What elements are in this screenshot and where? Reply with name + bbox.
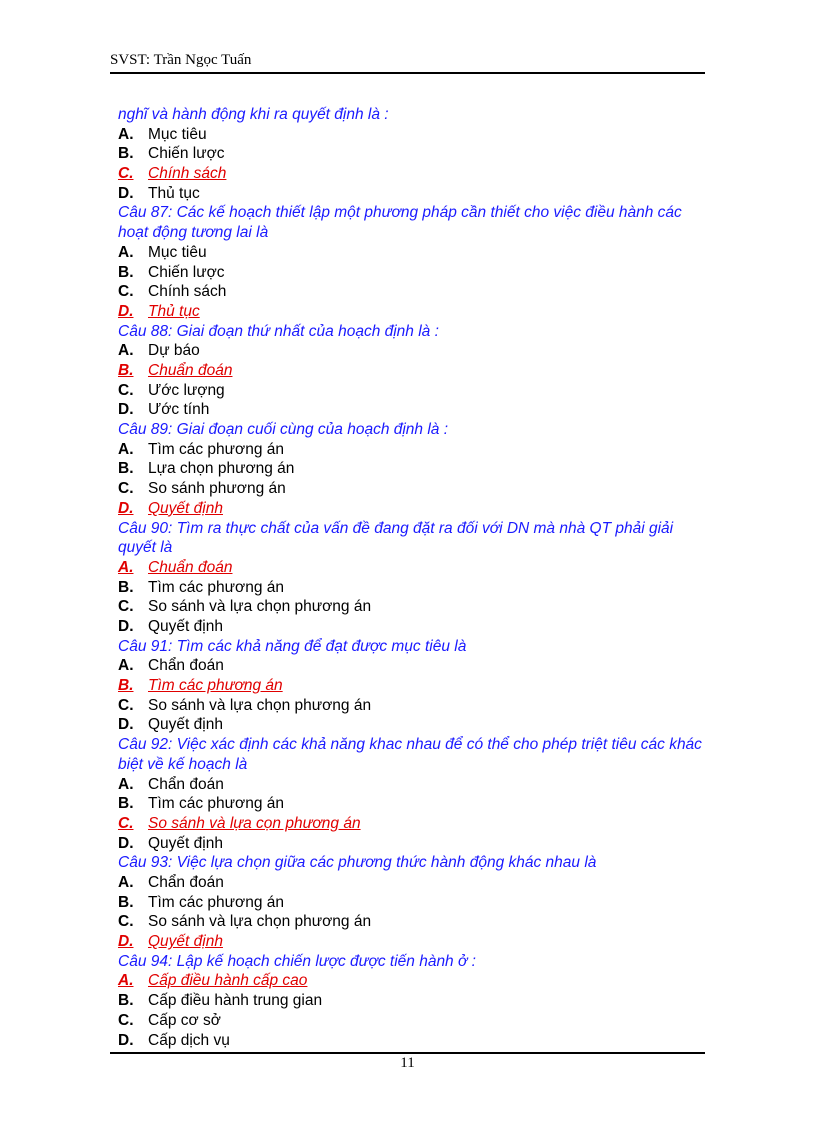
option-letter: C. <box>118 598 134 616</box>
question-text: Câu 93: Việc lựa chọn giữa các phương thức hành động khác nhau là <box>118 854 597 872</box>
option-letter: A. <box>118 440 134 458</box>
answer-option <box>118 479 708 499</box>
option-text: Cấp dịch vụ <box>148 1031 230 1049</box>
option-text: Chuẩn đoán <box>148 558 233 576</box>
correct-answer-option <box>118 558 708 578</box>
correct-answer-option <box>118 499 708 519</box>
answer-option <box>118 243 708 263</box>
option-letter: C. <box>118 1011 134 1029</box>
option-text: Chẩn đoán <box>148 775 224 793</box>
answer-option <box>118 263 708 283</box>
page-header: SVST: Trần Ngọc Tuấn <box>110 52 252 68</box>
correct-answer-option <box>118 971 708 991</box>
option-letter: D. <box>118 617 134 635</box>
answer-option <box>118 617 708 637</box>
answer-option <box>118 341 708 361</box>
correct-answer-option <box>118 164 708 184</box>
answer-option <box>118 656 708 676</box>
option-letter: D. <box>118 499 134 517</box>
option-text: Quyết định <box>148 499 223 517</box>
option-letter: B. <box>118 145 134 163</box>
option-text: Chính sách <box>148 165 227 183</box>
question-text: Câu 94: Lập kế hoạch chiến lược được tiến hành ở : <box>118 952 476 970</box>
option-text: Chiến lược <box>148 145 225 163</box>
question-text: nghĩ và hành động khi ra quyết định là : <box>118 106 389 123</box>
option-letter: A. <box>118 558 134 576</box>
option-text: Quyết định <box>148 834 223 852</box>
page-number: 11 <box>400 1055 415 1071</box>
option-letter: C. <box>118 381 134 399</box>
option-letter: D. <box>118 302 134 320</box>
question-text: Câu 88: Giai đoạn thứ nhất của hoạch định là : <box>118 322 439 340</box>
answer-option <box>118 715 708 735</box>
correct-answer-option <box>118 302 708 322</box>
answer-option <box>118 912 708 932</box>
footer-divider <box>110 1052 705 1054</box>
option-letter: A. <box>118 657 134 675</box>
option-letter: B. <box>118 795 134 813</box>
option-text: Tìm các phương án <box>148 677 283 695</box>
correct-answer-option <box>118 932 708 952</box>
option-letter: D. <box>118 834 134 852</box>
option-letter: D. <box>118 716 134 734</box>
option-text: Mục tiêu <box>148 125 207 143</box>
option-text: Quyết định <box>148 617 223 635</box>
option-text: Mục tiêu <box>148 243 207 261</box>
option-text: Thủ tục <box>148 184 200 202</box>
option-letter: A. <box>118 342 134 360</box>
answer-option <box>118 991 708 1011</box>
option-letter: A. <box>118 972 134 990</box>
option-text: Chính sách <box>148 283 227 301</box>
answer-option <box>118 400 708 420</box>
option-text: Tìm các phương án <box>148 893 284 911</box>
answer-option <box>118 893 708 913</box>
option-letter: C. <box>118 814 134 832</box>
question-text: Câu 89: Giai đoạn cuối cùng của hoạch định là : <box>118 421 449 439</box>
option-letter: D. <box>118 184 134 202</box>
answer-option <box>118 459 708 479</box>
answer-option <box>118 597 708 617</box>
option-text: Dự báo <box>148 342 200 360</box>
option-letter: C. <box>118 480 134 498</box>
option-letter: B. <box>118 578 134 596</box>
option-letter: B. <box>118 460 134 478</box>
option-letter: B. <box>118 992 134 1010</box>
option-letter: A. <box>118 125 134 143</box>
answer-option <box>118 282 708 302</box>
answer-option <box>118 144 708 164</box>
option-text: Ước lượng <box>148 381 225 399</box>
option-letter: A. <box>118 243 134 261</box>
option-text: Quyết định <box>148 716 223 734</box>
answer-option <box>118 775 708 795</box>
option-text: Chẩn đoán <box>148 657 224 675</box>
question-text: Câu 91: Tìm các khả năng để đạt được mục tiêu là <box>118 637 467 655</box>
correct-answer-option <box>118 676 708 696</box>
answer-option <box>118 873 708 893</box>
option-text: So sánh phương án <box>148 480 286 498</box>
answer-option <box>118 1031 708 1051</box>
answer-option <box>118 1011 708 1031</box>
option-text: So sánh và lựa chọn phương án <box>148 913 372 931</box>
option-text: Tìm các phương án <box>148 795 284 813</box>
option-letter: B. <box>118 893 134 911</box>
option-letter: C. <box>118 165 134 183</box>
answer-option <box>118 794 708 814</box>
option-letter: B. <box>118 677 134 695</box>
option-text: Ước tính <box>148 401 210 419</box>
option-text: Cấp điều hành trung gian <box>148 992 323 1010</box>
option-text: Thủ tục <box>148 302 200 320</box>
answer-option <box>118 696 708 716</box>
answer-option <box>118 125 708 145</box>
option-text: Cấp cơ sở <box>148 1011 221 1029</box>
answer-option <box>118 381 708 401</box>
correct-answer-option <box>118 814 708 834</box>
option-text: Chuẩn đoán <box>148 362 233 379</box>
option-text: So sánh và lựa cọn phương án <box>148 814 361 832</box>
header-divider <box>110 72 705 74</box>
option-text: So sánh và lựa chọn phương án <box>148 598 372 616</box>
option-text: Cấp điều hành cấp cao <box>148 972 308 990</box>
option-text: Tìm các phương án <box>148 578 284 596</box>
answer-option <box>118 440 708 460</box>
option-letter: C. <box>118 696 134 714</box>
option-text: Chiến lược <box>148 263 225 281</box>
option-letter: D. <box>118 401 134 419</box>
option-letter: C. <box>118 283 134 301</box>
correct-answer-option <box>118 361 708 381</box>
option-text: Quyết định <box>148 933 223 951</box>
question-text: Câu 90: Tìm ra thực chất của vấn đề đang đặt ra đối với DN mà nhà QT phải giải quyết là <box>118 519 674 557</box>
option-letter: A. <box>118 873 134 891</box>
option-letter: D. <box>118 933 134 951</box>
quiz-content <box>118 105 708 1050</box>
option-letter: B. <box>118 362 134 379</box>
option-text: So sánh và lựa chọn phương án <box>148 696 372 714</box>
option-letter: D. <box>118 1031 134 1049</box>
answer-option <box>118 834 708 854</box>
option-letter: C. <box>118 913 134 931</box>
question-text: Câu 87: Các kế hoạch thiết lập một phương pháp cần thiết cho việc điều hành các hoạt động tương lai là <box>118 204 682 242</box>
option-letter: A. <box>118 775 134 793</box>
answer-option <box>118 184 708 204</box>
option-text: Chẩn đoán <box>148 873 224 891</box>
answer-option <box>118 578 708 598</box>
question-text: Câu 92: Việc xác định các khả năng khac nhau để có thể cho phép triệt tiêu các khác biệt về kế hoạch là <box>118 736 702 773</box>
option-text: Tìm các phương án <box>148 440 284 458</box>
option-text: Lựa chọn phương án <box>148 460 295 478</box>
option-letter: B. <box>118 263 134 281</box>
